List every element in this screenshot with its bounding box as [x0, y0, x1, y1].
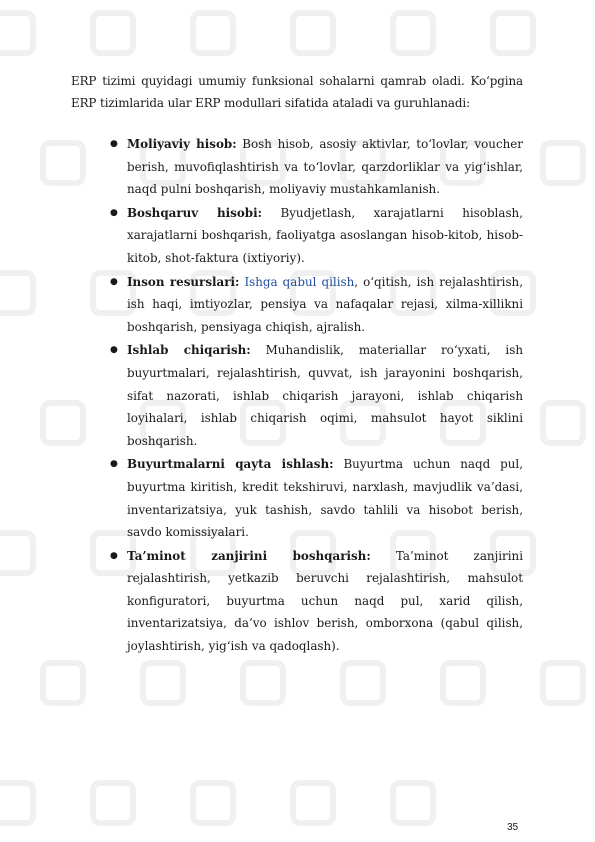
item-title: Ishlab chiqarish:	[127, 343, 251, 358]
item-text: Ta’minot zanjirini rejalashtirish, yetkazib beruvchi rejalashtirish, mahsulot konfiguratori, buyurtma uchun naqd pul, xarid qilish, inventarizatsiya, da’vo ishlov berish, omborxona (qabul qilish, joylashtirish, yig‘ish va qadoqlash).	[127, 548, 524, 654]
item-text: Byudjetlash, xarajatlarni hisoblash, xarajatlarni boshqarish, faoliyatga asoslangan hisob-kitob, hisob-kitob, shot-faktura (ixtiyoriy).	[127, 205, 523, 265]
list-item-ishlab-chiqarish	[71, 339, 523, 452]
list-item-buyurtmalar	[71, 453, 523, 543]
item-text: Buyurtma uchun naqd pul, buyurtma kiritish, kredit tekshiruvi, narxlash, mavjudlik va’dasi, inventarizatsiya, yuk tashish, savdo tahlili va hisobot berish, savdo komissiyalari.	[127, 457, 523, 540]
item-title: Ta’minot zanjirini boshqarish:	[127, 548, 371, 563]
bullet-icon: ●	[110, 139, 118, 149]
item-title: Inson resurslari:	[127, 274, 240, 289]
bullet-icon: ●	[110, 550, 118, 561]
bullet-icon: ●	[110, 276, 118, 287]
list-item-moliyaviy	[71, 133, 523, 201]
item-title: Buyurtmalarni qayta ishlash:	[127, 457, 334, 472]
module-list	[71, 133, 523, 659]
item-text: , o‘qitish, ish rejalashtirish, ish haqi, imtiyozlar, pensiya va nafaqalar rejasi, xilma-xillikni boshqarish, pensiyaga chiqish, ajralish.	[127, 274, 523, 334]
item-text: Bosh hisob, asosiy aktivlar, to‘lovlar, voucher berish, muvofiqlashtirish va to‘lovlar, qarzdorliklar va yig‘ishlar, naqd pulni boshqarish, moliyaviy mustahkamlanish.	[127, 137, 523, 197]
bullet-icon: ●	[110, 459, 118, 470]
intro-paragraph: ERP tizimi quyidagi umumiy funksional sohalarni qamrab oladi. Ko‘pgina ERP tizimlarida ular ERP modullari sifatida ataladi va guruhlanadi:	[71, 74, 523, 110]
list-item-boshqaruv	[71, 202, 523, 270]
item-title: Moliyaviy hisob:	[127, 137, 237, 151]
ishga-qabul-link[interactable]: Ishga qabul qilish	[244, 274, 355, 289]
page-number: 35	[507, 822, 519, 833]
list-item-inson-resurslari	[71, 271, 523, 339]
bullet-icon: ●	[110, 207, 118, 218]
bullet-icon: ●	[110, 345, 118, 356]
item-title: Boshqaruv hisobi:	[127, 205, 262, 220]
list-item-taminot	[71, 545, 523, 658]
item-text: Muhandislik, materiallar ro‘yxati, ish buyurtmalari, rejalashtirish, quvvat, ish jarayonini boshqarish, sifat nazorati, ishlab chiqarish jarayoni, ishlab chiqarish loyihalari, ishlab chiqarish oqimi, mahsulot hayot siklini boshqarish.	[127, 343, 523, 448]
